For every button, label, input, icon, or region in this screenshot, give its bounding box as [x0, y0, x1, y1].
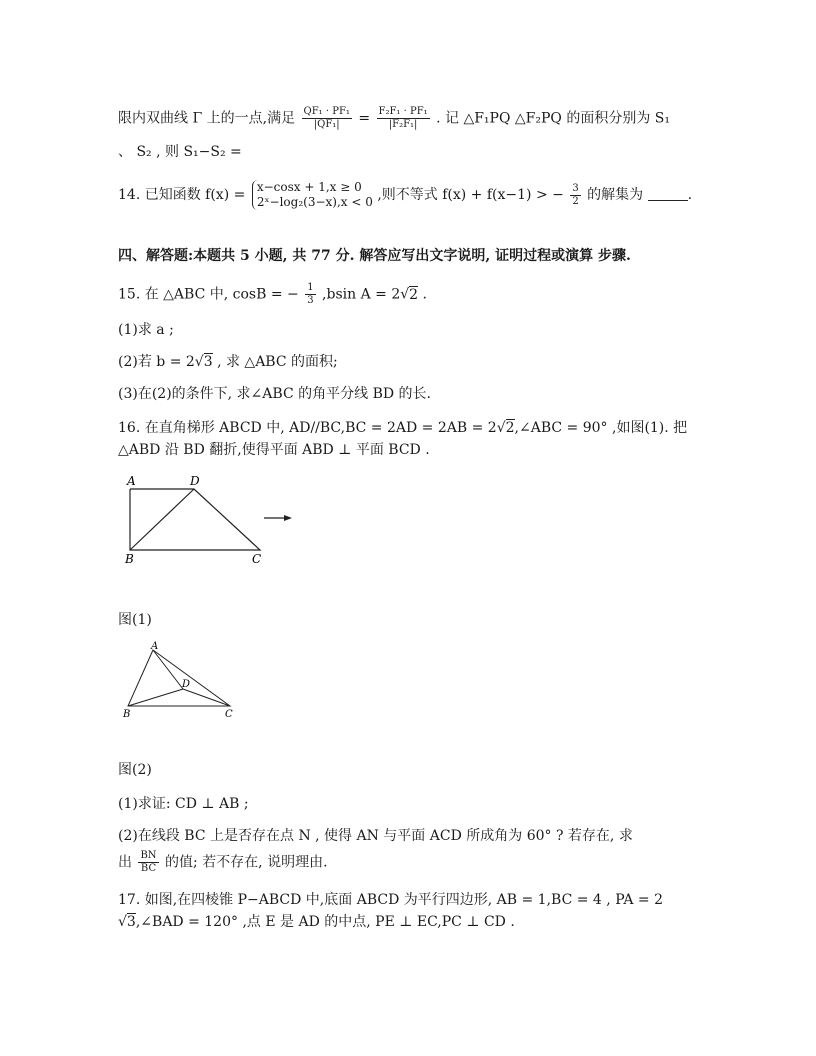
vertex-label-b: B: [125, 552, 134, 566]
text: .: [422, 286, 427, 303]
sqrt-arg: 3: [203, 354, 213, 370]
sqrt-arg: 3: [126, 914, 136, 930]
numerator: 3: [572, 182, 579, 194]
numerator: QF₁ · PF₁: [303, 106, 350, 117]
text: ,bsin A = 2: [322, 286, 401, 303]
vertex-label-b: B: [123, 709, 131, 720]
question-17: 17. 如图,在四棱锥 P−ABCD 中,底面 ABCD 为平行四边形, AB = 1,BC = 4 , PA = 2: [118, 892, 663, 908]
fraction: [377, 106, 430, 131]
fraction: [302, 106, 352, 131]
edge-ad: [153, 650, 183, 689]
text: 出: [118, 854, 132, 871]
vertex-label-a: A: [151, 641, 159, 652]
case-2: 2ˣ−log₂(3−x),x < 0: [256, 195, 373, 209]
text: 14. 已知函数 f(x) =: [118, 187, 246, 203]
denominator: |QF₁|: [313, 119, 340, 130]
text: 限内双曲线 Γ 上的一点,满足: [118, 110, 296, 127]
section-heading: 四、解答题:本题共 5 小题, 共 77 分. 解答应写出文字说明, 证明过程或演算 步骤.: [118, 248, 631, 264]
vertex-label-d: D: [182, 679, 191, 690]
denominator: BC: [140, 863, 157, 874]
text: 的值; 若不存在, 说明理由.: [165, 854, 328, 871]
figure-2-caption: 图(2): [118, 762, 152, 778]
question-17-continued: [118, 912, 515, 932]
denominator: |F₂F₁|: [388, 119, 418, 130]
fraction: [570, 183, 580, 208]
numerator: F₂F₁ · PF₁: [378, 106, 428, 117]
diagonal-bd: [130, 489, 194, 550]
denominator: 2: [572, 195, 579, 207]
text: , 求 △ABC 的面积;: [212, 354, 338, 370]
text: . 记 △F₁PQ △F₂PQ 的面积分别为 S₁: [436, 110, 670, 127]
part-2-continued: [118, 850, 328, 875]
figure-1-caption: 图(1): [118, 612, 152, 628]
equals: =: [358, 110, 371, 127]
edge-bd: [128, 689, 183, 706]
numerator: 1: [307, 282, 314, 293]
arrow-head: [284, 515, 292, 521]
vertex-label-c: C: [252, 552, 262, 566]
sqrt-sign: √: [496, 420, 506, 436]
text-line: [118, 106, 670, 131]
trapezoid-outline: [130, 489, 260, 550]
part-1: (1)求 a ;: [118, 322, 174, 338]
question-15: [118, 282, 427, 307]
sqrt-sign: √: [118, 914, 127, 930]
answer-blank: [648, 188, 688, 201]
fraction: [305, 282, 315, 307]
text: (2)若 b = 2: [118, 354, 195, 370]
sqrt-sign: √: [194, 354, 204, 370]
denominator: 3: [307, 295, 314, 306]
sqrt-arg: 2: [505, 420, 515, 436]
part-2: [118, 352, 338, 372]
case-1: x−cosx + 1,x ≥ 0: [256, 180, 362, 194]
text: 16. 在直角梯形 ABCD 中, AD//BC,BC = 2AD = 2AB = 2: [118, 420, 497, 436]
vertex-label-d: D: [190, 474, 200, 488]
edge-dc: [183, 689, 230, 706]
triangle-abc: [128, 650, 230, 706]
question-16: [118, 418, 687, 438]
figure-1-trapezoid: [118, 472, 298, 572]
piecewise-brace: [252, 180, 373, 210]
part-2: (2)在线段 BC 上是否存在点 N , 使得 AN 与平面 ACD 所成角为 60° ? 若存在, 求: [118, 828, 633, 844]
text-line: △ABD 沿 BD 翻折,使得平面 ABD ⊥ 平面 BCD .: [118, 442, 430, 458]
figure-2-folded-triangle: [118, 640, 248, 720]
text: ,∠BAD = 120° ,点 E 是 AD 的中点, PE ⊥ EC,PC ⊥ CD .: [135, 914, 515, 930]
vertex-label-c: C: [225, 709, 233, 720]
question-14: 14. 已知函数 f(x) = x−cosx + 1,x ≥ 0 2ˣ−log₂(3−x),x < 0 ,则不等式 f(x) + f(x−1) > − $\frac{3}{2}$ 的解集为 .: [118, 180, 693, 209]
part-1: (1)求证: CD ⊥ AB ;: [118, 796, 249, 812]
vertex-label-a: A: [127, 474, 136, 488]
numerator: BN: [140, 850, 157, 861]
fraction: [138, 850, 158, 875]
text: ,则不等式 f(x) + f(x−1) > −: [377, 187, 564, 203]
text: 的解集为: [587, 187, 644, 203]
text: 15. 在 △ABC 中, cosB = −: [118, 286, 299, 303]
part-3: (3)在(2)的条件下, 求∠ABC 的角平分线 BD 的长.: [118, 386, 431, 402]
sqrt-sign: √: [400, 286, 410, 303]
text-line: 、 S₂ , 则 S₁−S₂ =: [118, 144, 242, 160]
text: ,∠ABC = 90° ,如图(1). 把: [514, 420, 688, 436]
sqrt-arg: 2: [409, 286, 419, 303]
